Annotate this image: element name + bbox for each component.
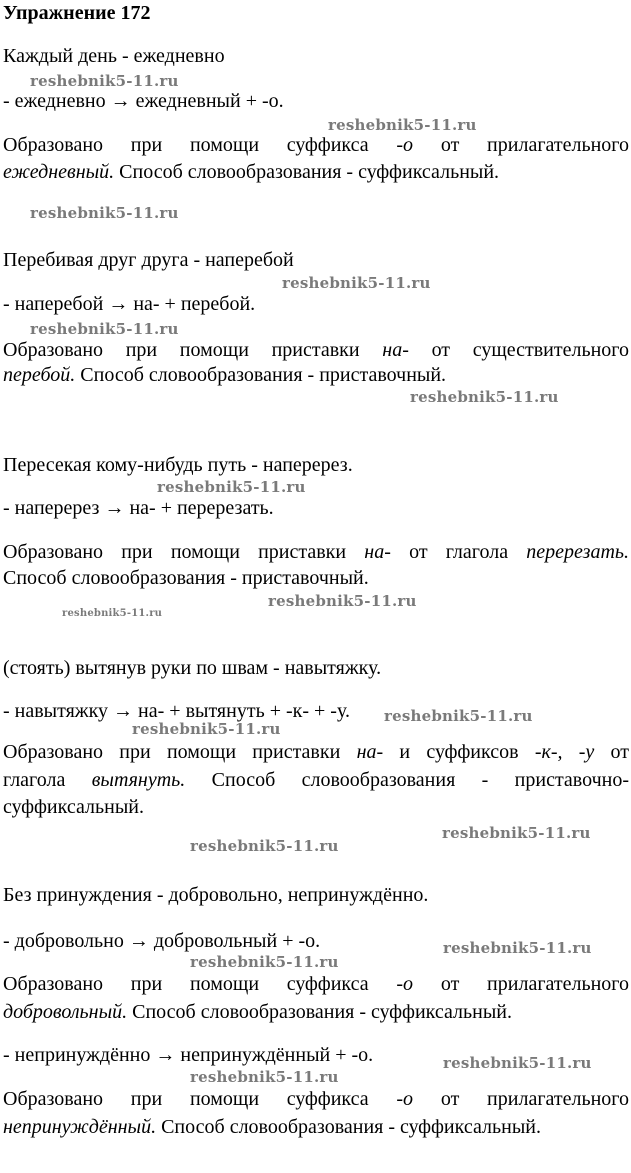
b4-explanation-line3: суффиксальный. <box>3 796 144 818</box>
b2-explanation-line1: Образовано при помощи приставки на- от существительного <box>3 339 630 361</box>
watermark-small: reshebnik5-11.ru <box>62 608 163 619</box>
b6-explanation-line1: Образовано при помощи суффикса -о от прилагательного <box>3 1088 630 1110</box>
b4-derivation: - навытяжку → на- + вытянуть + -к- + -у. <box>3 700 350 722</box>
b3-heading: Пересекая кому-нибудь путь - наперерез. <box>3 454 353 476</box>
b5-derivation: - добровольно → добровольный + -о. <box>3 930 321 952</box>
b4-explanation-line2: глагола вытянуть. Способ словообразования - приставочно- <box>3 769 630 791</box>
b2-heading: Перебивая друг друга - наперебой <box>3 249 294 271</box>
b5-heading: Без принуждения - добровольно, непринуждённо. <box>3 884 429 906</box>
watermark: reshebnik5-11.ru <box>443 1054 592 1072</box>
b5-explanation-line1: Образовано при помощи суффикса -о от прилагательного <box>3 973 630 995</box>
watermark: reshebnik5-11.ru <box>157 478 306 496</box>
b5-explanation-line2: добровольный. Способ словообразования - суффиксальный. <box>3 1001 512 1023</box>
b3-explanation-line2: Способ словообразования - приставочный. <box>3 567 369 589</box>
watermark: reshebnik5-11.ru <box>442 824 591 842</box>
watermark: reshebnik5-11.ru <box>30 320 179 338</box>
watermark: reshebnik5-11.ru <box>384 707 533 725</box>
watermark: reshebnik5-11.ru <box>282 274 431 292</box>
b3-explanation-line1: Образовано при помощи приставки на- от глагола перерезать. <box>3 541 629 563</box>
watermark: reshebnik5-11.ru <box>328 116 477 134</box>
watermark: reshebnik5-11.ru <box>132 720 281 738</box>
b1-explanation-line2: ежедневный. Способ словообразования - суффиксальный. <box>3 161 500 183</box>
watermark: reshebnik5-11.ru <box>410 388 559 406</box>
b1-derivation: - ежедневно → ежедневный + -о. <box>3 90 284 112</box>
b1-explanation-line1: Образовано при помощи суффикса -о от прилагательного <box>3 134 630 156</box>
watermark: reshebnik5-11.ru <box>30 204 179 222</box>
b1-heading: Каждый день - ежедневно <box>3 45 225 67</box>
watermark: reshebnik5-11.ru <box>190 953 339 971</box>
b6-derivation: - непринуждённо → непринуждённый + -о. <box>3 1044 374 1066</box>
watermark: reshebnik5-11.ru <box>190 837 339 855</box>
exercise-title: Упражнение 172 <box>3 2 151 24</box>
watermark: reshebnik5-11.ru <box>30 72 179 90</box>
watermark: reshebnik5-11.ru <box>443 939 592 957</box>
b4-explanation-line1: Образовано при помощи приставки на- и суффиксов -к-, -у от <box>3 741 630 763</box>
watermark: reshebnik5-11.ru <box>190 1068 339 1086</box>
b2-explanation-line2: перебой. Способ словообразования - приставочный. <box>3 364 447 386</box>
b4-heading: (стоять) вытянув руки по швам - навытяжку. <box>3 657 382 679</box>
b3-derivation: - наперерез → на- + перерезать. <box>3 497 274 519</box>
b2-derivation: - наперебой → на- + перебой. <box>3 293 256 315</box>
b6-explanation-line2: непринуждённый. Способ словообразования - суффиксальный. <box>3 1116 541 1138</box>
watermark: reshebnik5-11.ru <box>268 592 417 610</box>
